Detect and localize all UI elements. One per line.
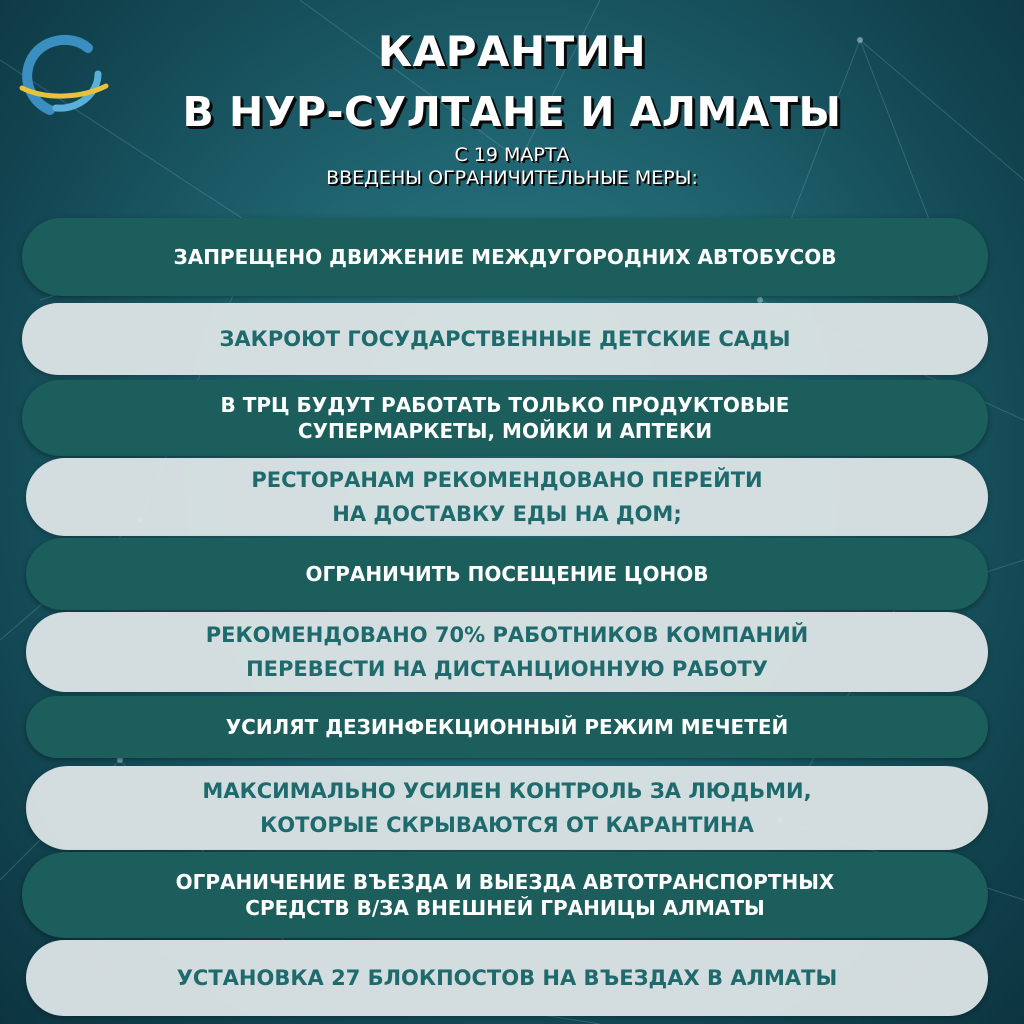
measure-text: МАКСИМАЛЬНО УСИЛЕН КОНТРОЛЬ ЗА ЛЮДЬМИ, (202, 779, 812, 803)
measure-pill (26, 696, 988, 758)
measure-text: РЕКОМЕНДОВАНО 70% РАБОТНИКОВ КОМПАНИЙ (205, 623, 809, 647)
measure-text: СУПЕРМАРКЕТЫ, МОЙКИ И АПТЕКИ (297, 419, 713, 443)
title-line-1: КАРАНТИН (377, 27, 647, 76)
header (0, 22, 1024, 190)
measure-pill (26, 940, 988, 1016)
title-line-2: В НУР-СУЛТАНЕ И АЛМАТЫ (182, 88, 842, 136)
measure-text: ЗАПРЕЩЕНО ДВИЖЕНИЕ МЕЖДУГОРОДНИХ АВТОБУСОВ (173, 245, 837, 269)
subtitle-date: С 19 МАРТА (454, 144, 570, 166)
measure-pill (26, 612, 988, 692)
measure-text: ЗАКРОЮТ ГОСУДАРСТВЕННЫЕ ДЕТСКИЕ САДЫ (219, 327, 791, 351)
measure-text: РЕСТОРАНАМ РЕКОМЕНДОВАНО ПЕРЕЙТИ (251, 468, 763, 492)
measure-text: КОТОРЫЕ СКРЫВАЮТСЯ ОТ КАРАНТИНА (260, 813, 754, 837)
measure-text: СРЕДСТВ В/ЗА ВНЕШНЕЙ ГРАНИЦЫ АЛМАТЫ (245, 896, 765, 920)
subtitle-intro: ВВЕДЕНЫ ОГРАНИЧИТЕЛЬНЫЕ МЕРЫ: (326, 167, 698, 189)
measure-text: НА ДОСТАВКУ ЕДЫ НА ДОМ; (332, 502, 682, 526)
measure-text: УСИЛЯТ ДЕЗИНФЕКЦИОННЫЙ РЕЖИМ МЕЧЕТЕЙ (225, 715, 789, 739)
measure-text: ПЕРЕВЕСТИ НА ДИСТАНЦИОННУЮ РАБОТУ (246, 657, 768, 681)
measure-text: ОГРАНИЧИТЬ ПОСЕЩЕНИЕ ЦОНОВ (305, 562, 709, 586)
measure-pill (26, 458, 988, 536)
measure-pill (22, 303, 988, 375)
measure-pill (22, 380, 988, 456)
measure-text: УСТАНОВКА 27 БЛОКПОСТОВ НА ВЪЕЗДАХ В АЛМАТЫ (176, 966, 838, 990)
measure-text: В ТРЦ БУДУТ РАБОТАТЬ ТОЛЬКО ПРОДУКТОВЫЕ (220, 393, 790, 417)
measure-pill (22, 218, 988, 296)
measure-text: ОГРАНИЧЕНИЕ ВЪЕЗДА И ВЫЕЗДА АВТОТРАНСПОРТНЫХ (175, 870, 835, 894)
measure-pill (26, 538, 988, 610)
measure-pill (26, 766, 988, 850)
measure-pill (22, 852, 988, 938)
